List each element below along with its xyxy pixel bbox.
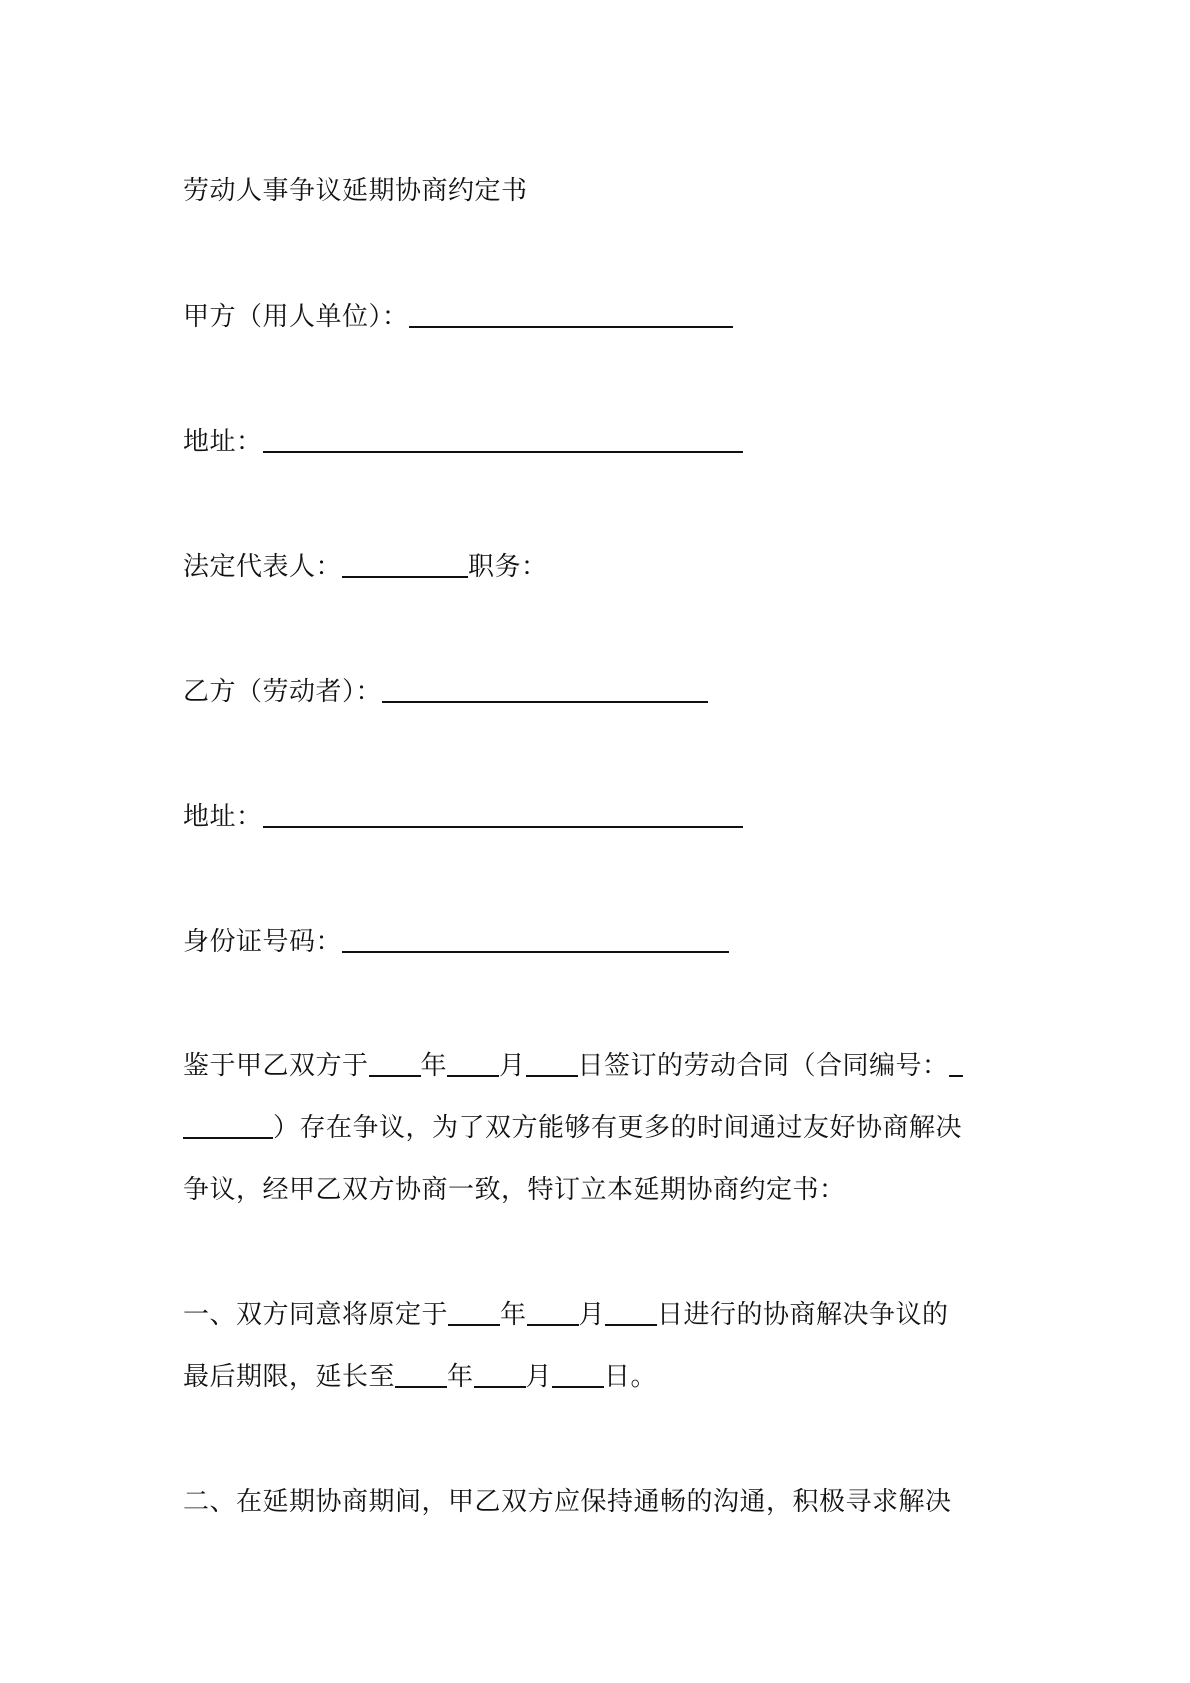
extended-year-blank: [395, 1360, 447, 1388]
contract-day-blank: [526, 1049, 578, 1077]
original-year-blank: [448, 1298, 500, 1326]
preamble-text: 日签订的劳动合同（合同编号：: [577, 1051, 949, 1081]
contract-number-blank-end: [183, 1111, 273, 1139]
party-a-blank: [409, 300, 733, 328]
contract-month-blank: [447, 1049, 499, 1077]
address-label: 地址：: [183, 802, 263, 832]
preamble-line-2: [183, 1111, 962, 1145]
id-number-row: [183, 925, 729, 959]
clause-text: 日进行的协商解决争议的: [657, 1300, 949, 1330]
legal-rep-label: 法定代表人：: [183, 552, 343, 582]
original-month-blank: [527, 1298, 579, 1326]
id-number-blank: [342, 925, 729, 953]
clause-text: 一、双方同意将原定于: [183, 1300, 449, 1330]
position-label: 职务：: [468, 552, 548, 582]
month-label: 月: [578, 1300, 606, 1330]
legal-rep-blank: [342, 550, 468, 578]
party-a-address-row: [183, 425, 743, 459]
contract-number-blank-start: [949, 1049, 963, 1077]
month-label: 月: [499, 1051, 526, 1081]
clause-1-line-2: [183, 1360, 657, 1394]
clause-2-line-1: 二、在延期协商期间，甲乙双方应保持通畅的沟通，积极寻求解决: [183, 1487, 952, 1517]
clause-1-line-1: [183, 1298, 949, 1332]
original-day-blank: [605, 1298, 657, 1326]
extended-month-blank: [474, 1360, 526, 1388]
party-a-address-blank: [263, 425, 743, 453]
preamble-text: ）存在争议，为了双方能够有更多的时间通过友好协商解决: [273, 1113, 963, 1143]
party-b-label: 乙方（劳动者）：: [183, 677, 383, 707]
clause-text: 日。: [604, 1362, 658, 1392]
preamble-line-3: 争议，经甲乙双方协商一致，特订立本延期协商约定书：: [183, 1175, 846, 1205]
party-b-row: [183, 675, 708, 709]
preamble-line-1: [183, 1049, 963, 1083]
address-label: 地址：: [183, 427, 263, 457]
year-label: 年: [447, 1362, 474, 1392]
id-number-label: 身份证号码：: [183, 927, 343, 957]
legal-rep-row: [183, 550, 548, 584]
contract-year-blank: [369, 1049, 421, 1077]
party-b-blank: [382, 675, 708, 703]
year-label: 年: [500, 1300, 527, 1330]
extended-day-blank: [552, 1360, 604, 1388]
month-label: 月: [525, 1362, 553, 1392]
clause-text: 最后期限，延长至: [183, 1362, 396, 1392]
party-b-address-blank: [263, 800, 743, 828]
document-title: 劳动人事争议延期协商约定书: [183, 176, 528, 206]
party-a-label: 甲方（用人单位）：: [183, 302, 409, 332]
year-label: 年: [420, 1051, 448, 1081]
preamble-text: 鉴于甲乙双方于: [183, 1051, 369, 1081]
party-b-address-row: [183, 800, 743, 834]
party-a-row: [183, 300, 733, 334]
